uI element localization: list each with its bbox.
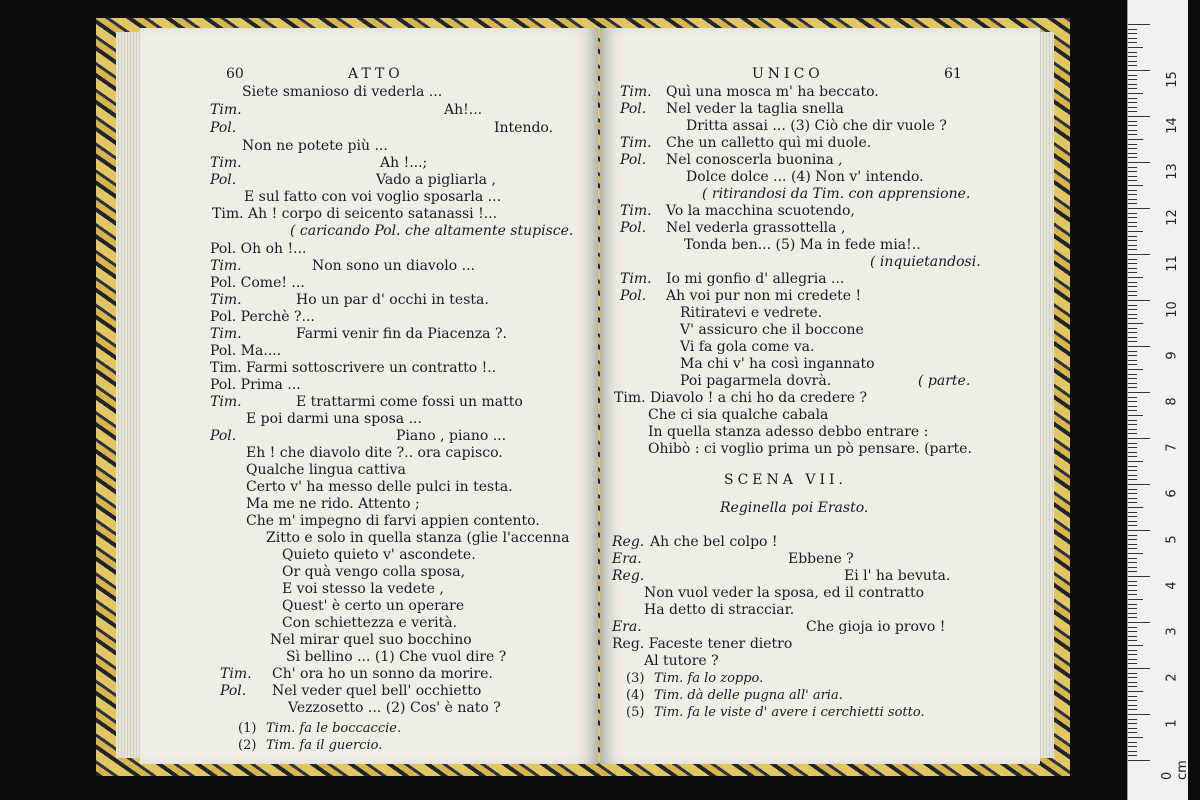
ruler-label: 5 <box>1164 535 1180 544</box>
ruler-tick <box>1128 636 1137 637</box>
ruler-tick <box>1128 328 1137 329</box>
ruler-tick <box>1128 489 1137 490</box>
text-line: Vezzosetto ... (2) Cos' è nato ? <box>288 700 501 716</box>
text-line: Piano , piano ... <box>396 428 507 444</box>
ruler-label: 8 <box>1164 397 1180 406</box>
right-page <box>600 28 1040 764</box>
speaker: Reg. <box>612 568 645 584</box>
ruler-tick <box>1128 728 1137 729</box>
ruler-tick <box>1128 535 1137 536</box>
ruler-tick <box>1128 199 1137 200</box>
stage-direction: ( caricando Pol. che altamente stupisce. <box>290 223 574 239</box>
ruler-tick <box>1128 116 1150 117</box>
stage-direction: ( inquietandosi. <box>870 254 981 270</box>
ruler-tick <box>1128 530 1150 531</box>
ruler-tick <box>1128 604 1137 605</box>
ruler-tick <box>1128 314 1137 315</box>
ruler-tick <box>1128 590 1137 591</box>
ruler-tick <box>1128 236 1137 237</box>
ruler-tick <box>1128 305 1137 306</box>
text-line: Ah!... <box>444 102 483 118</box>
ruler-tick <box>1128 742 1137 743</box>
text-line: Poi pagarmela dovrà. <box>680 373 832 389</box>
text-line: Zitto e solo in quella stanza (glie l'accenna <box>266 530 570 546</box>
text-line: Tim. Diavolo ! a chi ho da credere ? <box>614 390 868 406</box>
ruler-tick <box>1128 222 1137 223</box>
ruler-tick <box>1128 341 1137 342</box>
ruler-tick <box>1128 121 1137 122</box>
ruler-tick <box>1128 558 1137 559</box>
ruler-tick <box>1128 130 1137 131</box>
ruler-tick <box>1128 581 1137 582</box>
ruler-tick <box>1128 226 1137 227</box>
ruler-tick <box>1128 682 1137 683</box>
ruler-tick <box>1128 594 1137 595</box>
ruler-tick <box>1128 516 1137 517</box>
ruler-tick <box>1128 300 1150 301</box>
text-line: Certo v' ha messo delle pulci in testa. <box>246 479 513 495</box>
footnote-marker: (5) <box>626 705 645 720</box>
ruler-tick <box>1128 737 1143 738</box>
scene-characters: Reginella poi Erasto. <box>720 500 869 516</box>
ruler-label: 10 <box>1164 301 1180 318</box>
page-header: ATTO <box>348 66 404 82</box>
ruler-tick <box>1128 213 1137 214</box>
ruler-tick <box>1128 475 1137 476</box>
ruler-label: 12 <box>1164 209 1180 226</box>
left-page <box>140 28 598 764</box>
text-line: Quieto quieto v' ascondete. <box>282 547 476 563</box>
ruler-tick <box>1128 93 1143 94</box>
ruler-tick <box>1128 719 1137 720</box>
text-line: Con schiettezza e verità. <box>282 615 458 631</box>
ruler-tick <box>1128 466 1137 467</box>
ruler-tick <box>1128 539 1137 540</box>
ruler-tick <box>1128 259 1137 260</box>
speaker: Era. <box>612 619 642 635</box>
speaker: Tim. <box>620 135 652 151</box>
footnote-marker: (4) <box>626 688 645 703</box>
page-header: UNICO <box>752 66 824 82</box>
ruler-tick <box>1128 429 1137 430</box>
ruler-tick <box>1128 180 1137 181</box>
text-line: Vi fa gola come va. <box>680 339 815 355</box>
ruler-label: 7 <box>1164 443 1180 452</box>
text-line: Non ne potete più ... <box>242 138 388 154</box>
ruler-tick <box>1128 576 1150 577</box>
ruler-tick <box>1128 70 1150 71</box>
footnote: Tim. fa il guercio. <box>266 738 383 753</box>
ruler-tick <box>1128 438 1150 439</box>
speaker: Tim. <box>210 292 242 308</box>
speaker: Pol. <box>620 152 647 168</box>
ruler-tick <box>1128 268 1137 269</box>
ruler-tick <box>1128 650 1137 651</box>
ruler-tick <box>1128 401 1137 402</box>
ruler-tick <box>1128 663 1137 664</box>
ruler-tick <box>1128 148 1137 149</box>
text-line: Quì una mosca m' ha beccato. <box>666 84 879 100</box>
ruler-tick <box>1128 56 1137 57</box>
speaker: Tim. <box>620 271 652 287</box>
text-line: Pol. Perchè ?... <box>210 309 315 325</box>
ruler-tick <box>1128 415 1143 416</box>
speaker: Tim. <box>210 102 242 118</box>
ruler-tick <box>1128 309 1137 310</box>
ruler-tick <box>1128 585 1137 586</box>
ruler-tick <box>1128 447 1137 448</box>
text-line: Non vuol veder la sposa, ed il contratto <box>644 585 925 601</box>
stage-direction: ( ritirandosi da Tim. con apprensione. <box>702 186 971 202</box>
speaker: Tim. <box>210 394 242 410</box>
ruler-tick <box>1128 24 1150 25</box>
text-line: Reg. Faceste tener dietro <box>612 636 793 652</box>
ruler-tick <box>1128 61 1137 62</box>
ruler-tick <box>1128 507 1143 508</box>
ruler-tick <box>1128 613 1137 614</box>
text-line: Nel veder la taglia snella <box>666 101 844 117</box>
text-line: Ha detto di stracciar. <box>644 602 795 618</box>
ruler-tick <box>1128 107 1137 108</box>
ruler-tick <box>1128 194 1137 195</box>
text-line: Ei l' ha bevuta. <box>844 568 951 584</box>
ruler-tick <box>1128 424 1137 425</box>
speaker: Pol. <box>620 288 647 304</box>
text-line: E sul fatto con voi voglio sposarla ... <box>244 189 502 205</box>
text-line: Siete smanioso di vederla ... <box>242 84 443 100</box>
ruler-tick <box>1128 760 1150 761</box>
ruler-tick <box>1128 245 1137 246</box>
page-edges-left <box>116 32 142 758</box>
text-line: Dolce dolce ... (4) Non v' intendo. <box>686 169 924 185</box>
ruler-tick <box>1128 512 1137 513</box>
ruler-tick <box>1128 346 1150 347</box>
text-line: Vo la macchina scuotendo, <box>666 203 855 219</box>
text-line: Ho un par d' occhi in testa. <box>296 292 489 308</box>
ruler-tick <box>1128 709 1137 710</box>
ruler-tick <box>1128 383 1137 384</box>
text-line: Tim. Ah ! corpo di seicento satanassi !... <box>212 206 498 222</box>
text-line: V' assicuro che il boccone <box>680 322 864 338</box>
ruler-label: 14 <box>1164 117 1180 134</box>
ruler-tick <box>1128 420 1137 421</box>
ruler-tick <box>1128 677 1137 678</box>
footnote: Tim. fa le boccaccie. <box>266 721 402 736</box>
ruler-label: 1 <box>1164 719 1180 728</box>
ruler-tick <box>1128 33 1137 34</box>
ruler-tick <box>1128 323 1143 324</box>
text-line: Ah voi pur non mi credete ! <box>666 288 862 304</box>
ruler-tick <box>1128 263 1137 264</box>
ruler-tick <box>1128 374 1137 375</box>
ruler-label: 11 <box>1164 255 1180 272</box>
ruler-tick <box>1128 484 1150 485</box>
text-line: Tim. Farmi sottoscrivere un contratto !.. <box>210 360 497 376</box>
text-line: Ma chi v' ha così ingannato <box>680 356 875 372</box>
text-line: E voi stesso la vedete , <box>282 581 444 597</box>
text-line: Tonda ben... (5) Ma in fede mia!.. <box>684 237 921 253</box>
ruler-tick <box>1128 102 1137 103</box>
text-line: Ch' ora ho un sonno da morire. <box>272 666 493 682</box>
ruler-tick <box>1128 360 1137 361</box>
ruler-tick <box>1128 493 1137 494</box>
ruler-tick <box>1128 700 1137 701</box>
ruler-tick <box>1128 502 1137 503</box>
text-line: Ah !...; <box>380 155 428 171</box>
ruler-tick <box>1128 392 1150 393</box>
ruler-tick <box>1128 479 1137 480</box>
ruler-tick <box>1128 111 1137 112</box>
text-line: Pol. Prima ... <box>210 377 301 393</box>
speaker: Tim. <box>210 326 242 342</box>
text-line: Che ci sia qualche cabala <box>648 407 829 423</box>
ruler-tick <box>1128 673 1137 674</box>
speaker: Era. <box>612 551 642 567</box>
ruler-tick <box>1128 162 1150 163</box>
speaker: Reg. <box>612 534 645 550</box>
ruler-tick <box>1128 705 1137 706</box>
footnote: Tim. dà delle pugna all' aria. <box>654 688 843 703</box>
ruler-tick <box>1128 548 1137 549</box>
ruler-tick <box>1128 295 1137 296</box>
footnote: Tim. fa le viste d' avere i cerchietti sotto. <box>654 705 925 720</box>
text-line: Sì bellino ... (1) Che vuol dire ? <box>286 649 507 665</box>
ruler-tick <box>1128 272 1137 273</box>
speaker: Tim. <box>210 155 242 171</box>
ruler-tick <box>1128 286 1137 287</box>
ruler-label: 13 <box>1164 163 1180 180</box>
ruler-tick <box>1128 599 1143 600</box>
ruler-tick <box>1128 208 1150 209</box>
ruler-tick <box>1128 134 1137 135</box>
ruler-tick <box>1128 640 1137 641</box>
page-number: 60 <box>226 66 244 82</box>
text-line: Io mi gonfio d' allegria ... <box>666 271 845 287</box>
ruler-tick <box>1128 231 1143 232</box>
speaker: Pol. <box>210 172 237 188</box>
ruler-tick <box>1128 525 1137 526</box>
measurement-ruler <box>1127 0 1188 800</box>
speaker: Pol. <box>210 428 237 444</box>
ruler-tick <box>1128 254 1150 255</box>
ruler-tick <box>1128 571 1137 572</box>
ruler-tick <box>1128 167 1137 168</box>
footnote-marker: (3) <box>626 671 645 686</box>
ruler-tick <box>1128 498 1137 499</box>
ruler-tick <box>1128 659 1137 660</box>
ruler-tick <box>1128 378 1137 379</box>
ruler-tick <box>1128 277 1143 278</box>
ruler-tick <box>1128 645 1143 646</box>
text-line: Pol. Oh oh !... <box>210 241 307 257</box>
ruler-tick <box>1128 608 1137 609</box>
ruler-tick <box>1128 668 1150 669</box>
speaker: Pol. <box>620 220 647 236</box>
text-line: Pol. Come! ... <box>210 275 305 291</box>
text-line: Dritta assai ... (3) Ciò che dir vuole ? <box>686 118 947 134</box>
ruler-tick <box>1128 553 1143 554</box>
ruler-tick <box>1128 42 1137 43</box>
speaker: Tim. <box>620 203 652 219</box>
text-line: Farmi venir fin da Piacenza ?. <box>296 326 507 342</box>
text-line: Vado a pigliarla , <box>376 172 496 188</box>
ruler-tick <box>1128 98 1137 99</box>
ruler-tick <box>1128 544 1137 545</box>
ruler-label: 3 <box>1164 627 1180 636</box>
ruler-tick <box>1128 696 1137 697</box>
ruler-tick <box>1128 337 1137 338</box>
ruler-tick <box>1128 29 1137 30</box>
ruler-tick <box>1128 176 1137 177</box>
speaker: Pol. <box>210 120 237 136</box>
text-line: Ritiratevi e vedrete. <box>680 305 823 321</box>
footnote-marker: (1) <box>238 721 257 736</box>
ruler-tick <box>1128 240 1137 241</box>
ruler-tick <box>1128 461 1143 462</box>
speaker: Tim. <box>210 258 242 274</box>
ruler-tick <box>1128 84 1137 85</box>
ruler-tick <box>1128 291 1137 292</box>
ruler-tick <box>1128 686 1137 687</box>
ruler-tick <box>1128 691 1143 692</box>
text-line: Qualche lingua cattiva <box>246 462 406 478</box>
text-line: Nel veder quel bell' occhietto <box>272 683 482 699</box>
ruler-label: 15 <box>1164 71 1180 88</box>
text-line: Quest' è certo un operare <box>282 598 465 614</box>
ruler-tick <box>1128 38 1137 39</box>
ruler-tick <box>1128 351 1137 352</box>
ruler-tick <box>1128 153 1137 154</box>
ruler-tick <box>1128 410 1137 411</box>
ruler-tick <box>1128 125 1137 126</box>
text-line: E poi darmi una sposa ... <box>246 411 422 427</box>
ruler-tick <box>1128 714 1150 715</box>
ruler-tick <box>1128 65 1137 66</box>
ruler-tick <box>1128 139 1143 140</box>
ruler-tick <box>1128 622 1150 623</box>
ruler-tick <box>1128 318 1137 319</box>
stage-direction: ( parte. <box>918 373 971 389</box>
ruler-tick <box>1128 332 1137 333</box>
ruler-tick <box>1128 433 1137 434</box>
ruler-tick <box>1128 387 1137 388</box>
ruler-tick <box>1128 746 1137 747</box>
text-line: Nel conoscerla buonina , <box>666 152 843 168</box>
ruler-label: 6 <box>1164 489 1180 498</box>
ruler-tick <box>1128 521 1137 522</box>
ruler-tick <box>1128 456 1137 457</box>
text-line: Nel mirar quel suo bocchino <box>270 632 472 648</box>
ruler-tick <box>1128 723 1137 724</box>
ruler-tick <box>1128 75 1137 76</box>
ruler-tick <box>1128 397 1137 398</box>
ruler-tick <box>1128 751 1137 752</box>
ruler-tick <box>1128 443 1137 444</box>
ruler-label: 9 <box>1164 351 1180 360</box>
ruler-tick <box>1128 171 1137 172</box>
text-line: Che gioja io provo ! <box>806 619 946 635</box>
scene-title: SCENA VII. <box>724 472 847 488</box>
ruler-tick <box>1128 185 1143 186</box>
text-line: Ebbene ? <box>788 551 854 567</box>
ruler-tick <box>1128 47 1143 48</box>
ruler-label: 0 cm <box>1160 760 1190 780</box>
ruler-tick <box>1128 562 1137 563</box>
text-line: In quella stanza adesso debbo entrare : <box>648 424 929 440</box>
speaker: Pol. <box>220 683 247 699</box>
text-line: Che m' impegno di farvi appien contento. <box>246 513 540 529</box>
ruler-tick <box>1128 79 1137 80</box>
text-line: Ohibò : ci voglio prima un pò pensare. (parte. <box>648 441 972 457</box>
ruler-tick <box>1128 190 1137 191</box>
ruler-tick <box>1128 406 1137 407</box>
text-line: Ah che bel colpo ! <box>650 534 778 550</box>
ruler-tick <box>1128 567 1137 568</box>
ruler-tick <box>1128 627 1137 628</box>
text-line: Or quà vengo colla sposa, <box>282 564 466 580</box>
text-line: Intendo. <box>494 120 554 136</box>
ruler-tick <box>1128 470 1137 471</box>
ruler-label: 4 <box>1164 581 1180 590</box>
page-edges-right <box>1040 32 1054 758</box>
footnote: Tim. fa lo zoppo. <box>654 671 764 686</box>
ruler-tick <box>1128 203 1137 204</box>
ruler-tick <box>1128 732 1137 733</box>
ruler-tick <box>1128 631 1137 632</box>
ruler-tick <box>1128 144 1137 145</box>
ruler-tick <box>1128 88 1137 89</box>
ruler-tick <box>1128 364 1137 365</box>
ruler-tick <box>1128 157 1137 158</box>
ruler-tick <box>1128 52 1137 53</box>
ruler-label: 2 <box>1164 673 1180 682</box>
footnote-marker: (2) <box>238 738 257 753</box>
ruler-tick <box>1128 654 1137 655</box>
ruler-tick <box>1128 282 1137 283</box>
text-line: Nel vederla grassottella , <box>666 220 846 236</box>
ruler-tick <box>1128 249 1137 250</box>
ruler-tick <box>1128 452 1137 453</box>
speaker: Tim. <box>620 84 652 100</box>
text-line: Al tutore ? <box>644 653 719 669</box>
text-line: Eh ! che diavolo dite ?.. ora capisco. <box>246 445 503 461</box>
speaker: Tim. <box>220 666 252 682</box>
ruler-tick <box>1128 617 1137 618</box>
page-number: 61 <box>944 66 962 82</box>
ruler-tick <box>1128 755 1137 756</box>
text-line: Non sono un diavolo ... <box>312 258 475 274</box>
text-line: E trattarmi come fossi un matto <box>296 394 523 410</box>
text-line: Ma me ne rido. Attento ; <box>246 496 420 512</box>
ruler-tick <box>1128 217 1137 218</box>
ruler-tick <box>1128 369 1143 370</box>
text-line: Che un calletto quì mi duole. <box>666 135 872 151</box>
speaker: Pol. <box>620 101 647 117</box>
text-line: Pol. Ma.... <box>210 343 282 359</box>
ruler-tick <box>1128 355 1137 356</box>
